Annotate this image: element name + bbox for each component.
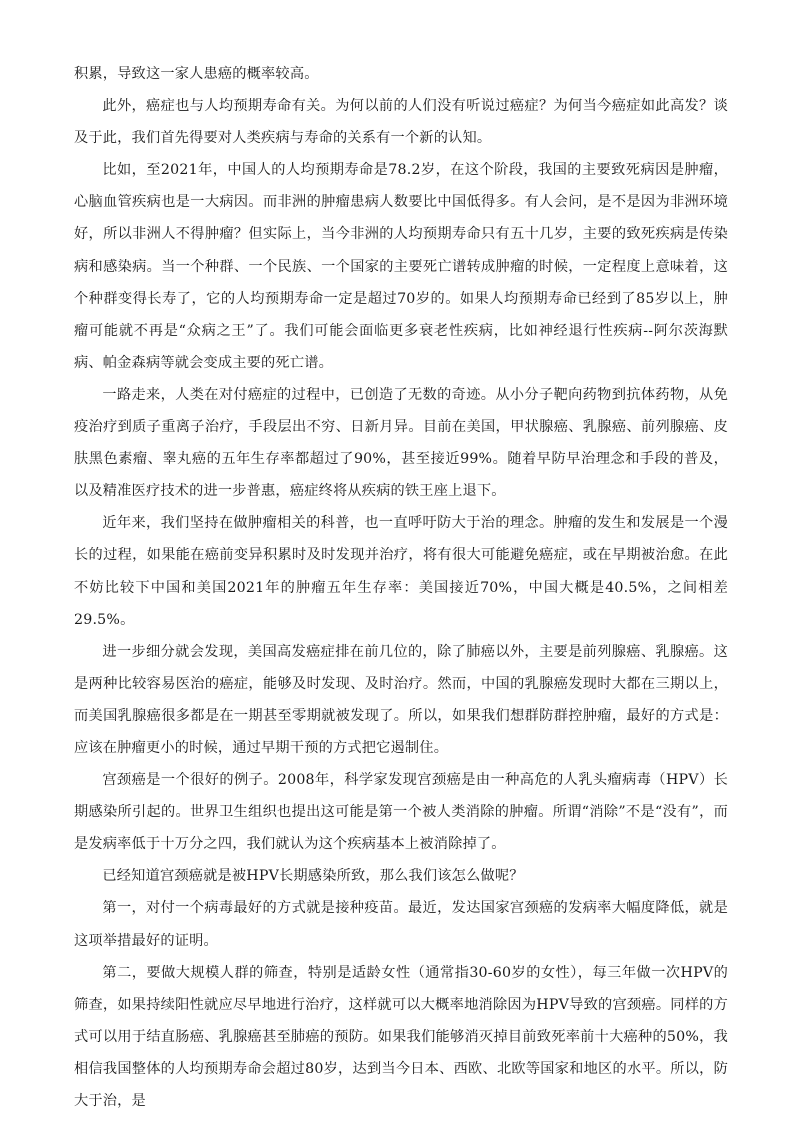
paragraph-4: 一路走来，人类在对付癌症的过程中，已创造了无数的奇迹。从小分子靶向药物到抗体药物，从免疫治疗到质子重离子治疗，手段层出不穷、日新月异。目前在美国，甲状腺癌、乳腺癌、前列腺癌、皮肤黑色素瘤、睾丸癌的五年生存率都超过了90%，甚至接近99%。随着早防早治理念和手段的普及，以及精准医疗技术的进一步普惠，癌症终将从疾病的铁王座上退下。 — [74, 386, 728, 500]
paragraph-10: 第二，要做大规模人群的筛查，特别是适龄女性（通常指30-60岁的女性），每三年做一次HPV的筛查，如果持续阳性就应尽早地进行治疗，这样就可以大概率地消除因为HPV导致的宫颈癌。同样的方式可以用于结直肠癌、乳腺癌甚至肺癌的预防。如果我们能够消灭掉目前致死率前十大癌种的50%，我相信我国整体的人均预期寿命会超过80岁，达到当今日本、西欧、北欧等国家和地区的水平。所以，防大于治，是 — [74, 964, 728, 1109]
paragraph-6: 进一步细分就会发现，美国高发癌症排在前几位的，除了肺癌以外，主要是前列腺癌、乳腺癌。这是两种比较容易医治的癌症，能够及时发现、及时治疗。然而，中国的乳腺癌发现时大都在三期以上，而美国乳腺癌很多都是在一期甚至零期就被发现了。所以，如果我们想群防群控肿瘤，最好的方式是：应该在肿瘤更小的时候，通过早期干预的方式把它遏制住。 — [74, 643, 728, 756]
paragraph-1: 积累，导致这一家人患癌的概率较高。 — [74, 66, 319, 82]
paragraph-7: 宫颈癌是一个很好的例子。2008年，科学家发现宫颈癌是由一种高危的人乳头瘤病毒（HPV）长期感染所引起的。世界卫生组织也提出这可能是第一个被人类消除的肿瘤。所谓“消除”不是“没有”，而是发病率低于十万分之四，我们就认为这个疾病基本上被消除掉了。 — [74, 772, 728, 853]
paragraph-8: 已经知道宫颈癌就是被HPV长期感染所致，那么我们该怎么做呢？ — [102, 868, 524, 885]
paragraph-5: 近年来，我们坚持在做肿瘤相关的科普，也一直呼吁防大于治的理念。肿瘤的发生和发展是一个漫长的过程，如果能在癌前变异积累时及时发现并治疗，将有很大可能避免癌症，或在早期被治愈。在此不妨比较下中国和美国2021年的肿瘤五年生存率：美国接近70%，中国大概是40.5%，之间相差29.5%。 — [74, 515, 728, 628]
document-page — [74, 58, 728, 1117]
paragraph-9: 第一，对付一个病毒最好的方式就是接种疫苗。最近，发达国家宫颈癌的发病率大幅度降低，就是这项举措最好的证明。 — [74, 900, 728, 949]
paragraph-2: 此外，癌症也与人均预期寿命有关。为何以前的人们没有听说过癌症？为何当今癌症如此高发？谈及于此，我们首先得要对人类疾病与寿命的关系有一个新的认知。 — [74, 98, 728, 147]
paragraph-3: 比如，至2021年，中国人的人均预期寿命是78.2岁，在这个阶段，我国的主要致死病因是肿瘤，心脑血管疾病也是一大病因。而非洲的肿瘤患病人数要比中国低得多。有人会问，是不是因为非洲环境好，所以非洲人不得肿瘤？但实际上，当今非洲的人均预期寿命只有五十几岁，主要的致死疾病是传染病和感染病。当一个种群、一个民族、一个国家的主要死亡谱转成肿瘤的时候，一定程度上意味着，这个种群变得长寿了，它的人均预期寿命一定是超过70岁的。如果人均预期寿命已经到了85岁以上，肿瘤可能就不再是“众病之王”了。我们可能会面临更多衰老性疾病，比如神经退行性疾病--阿尔茨海默病、帕金森病等就会变成主要的死亡谱。 — [74, 162, 729, 371]
